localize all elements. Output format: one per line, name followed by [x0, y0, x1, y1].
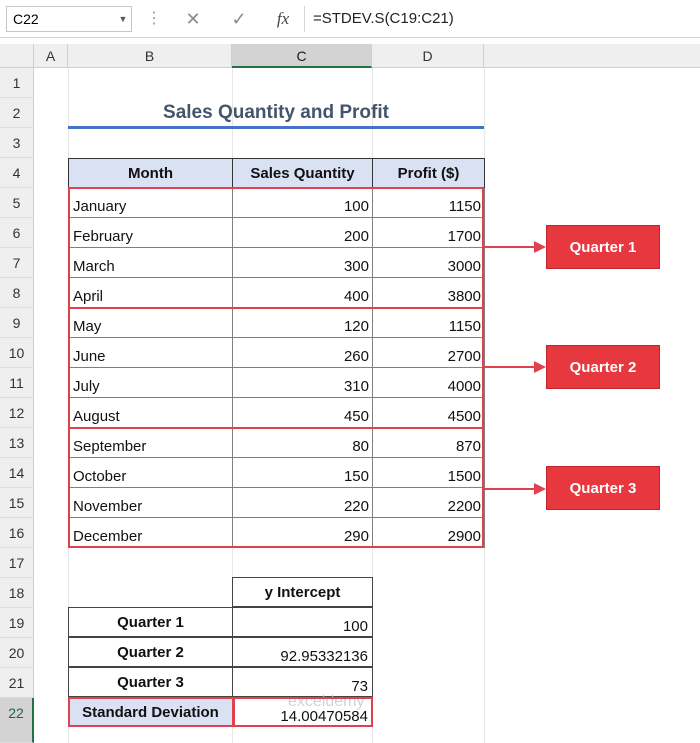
formula-input[interactable]: =STDEV.S(C19:C21): [304, 6, 696, 32]
cell-profit[interactable]: 4000: [372, 368, 485, 398]
cell-month[interactable]: November: [68, 488, 233, 518]
cell-sales-quantity[interactable]: 290: [232, 518, 373, 548]
row-header-18[interactable]: 18: [0, 578, 34, 608]
arrow-icon: [534, 241, 546, 253]
row-header-10[interactable]: 10: [0, 338, 34, 368]
cell-month[interactable]: June: [68, 338, 233, 368]
std-dev-highlight-box: [68, 697, 234, 727]
cell-month[interactable]: September: [68, 428, 233, 458]
summary-label-quarter-1[interactable]: Quarter 1: [68, 607, 233, 637]
chevron-down-icon[interactable]: ▼: [118, 14, 128, 24]
row-header-8[interactable]: 8: [0, 278, 34, 308]
cell-profit[interactable]: 1150: [372, 188, 485, 218]
row-header-16[interactable]: 16: [0, 518, 34, 548]
cell-sales-quantity[interactable]: 80: [232, 428, 373, 458]
row-header-1[interactable]: 1: [0, 68, 34, 98]
cell-month[interactable]: October: [68, 458, 233, 488]
row-header-7[interactable]: 7: [0, 248, 34, 278]
column-header-a[interactable]: A: [34, 44, 68, 68]
quarter-2-box: [68, 307, 484, 429]
cell-sales-quantity[interactable]: 150: [232, 458, 373, 488]
row-header-19[interactable]: 19: [0, 608, 34, 638]
cell-month[interactable]: April: [68, 278, 233, 308]
arrow-icon: [534, 483, 546, 495]
arrow-line: [484, 246, 536, 248]
row-header-9[interactable]: 9: [0, 308, 34, 338]
cell-profit[interactable]: 2700: [372, 338, 485, 368]
cell-month[interactable]: January: [68, 188, 233, 218]
arrow-line: [484, 366, 536, 368]
column-header-c[interactable]: C: [232, 44, 372, 68]
quarter-1-box: [68, 187, 484, 309]
quarter-1-label: Quarter 1: [546, 225, 660, 269]
header-sales-quantity[interactable]: Sales Quantity: [232, 158, 373, 188]
row-header-4[interactable]: 4: [0, 158, 34, 188]
summary-label-quarter-2[interactable]: Quarter 2: [68, 637, 233, 667]
selected-cell-c22[interactable]: [233, 697, 373, 727]
cell-profit[interactable]: 1700: [372, 218, 485, 248]
cell-profit[interactable]: 4500: [372, 398, 485, 428]
quarter-2-label: Quarter 2: [546, 345, 660, 389]
summary-value-quarter-2[interactable]: 92.95332136: [232, 637, 373, 667]
watermark-text: exceldemy: [288, 693, 365, 710]
page-title: Sales Quantity and Profit: [163, 102, 389, 123]
row-header-11[interactable]: 11: [0, 368, 34, 398]
arrow-icon: [534, 361, 546, 373]
cell-sales-quantity[interactable]: 310: [232, 368, 373, 398]
cell-month[interactable]: August: [68, 398, 233, 428]
row-header-12[interactable]: 12: [0, 398, 34, 428]
cell-sales-quantity[interactable]: 450: [232, 398, 373, 428]
cell-month[interactable]: July: [68, 368, 233, 398]
quarter-3-box: [68, 427, 484, 548]
cell-sales-quantity[interactable]: 120: [232, 308, 373, 338]
cell-sales-quantity[interactable]: 100: [232, 188, 373, 218]
summary-header[interactable]: y Intercept: [232, 577, 373, 607]
cell-month[interactable]: February: [68, 218, 233, 248]
cell-sales-quantity[interactable]: 260: [232, 338, 373, 368]
row-header-3[interactable]: 3: [0, 128, 34, 158]
cell-month[interactable]: December: [68, 518, 233, 548]
title-underline: [68, 126, 484, 129]
row-header-15[interactable]: 15: [0, 488, 34, 518]
cell-profit[interactable]: 870: [372, 428, 485, 458]
cell-sales-quantity[interactable]: 220: [232, 488, 373, 518]
cell-profit[interactable]: 2200: [372, 488, 485, 518]
cancel-icon[interactable]: ✕: [185, 9, 201, 29]
cell-profit[interactable]: 3000: [372, 248, 485, 278]
quarter-3-label: Quarter 3: [546, 466, 660, 510]
summary-value-std-dev[interactable]: 14.00470584: [232, 697, 373, 727]
row-header-5[interactable]: 5: [0, 188, 34, 218]
row-header-2[interactable]: 2: [0, 98, 34, 128]
enter-check-icon[interactable]: ✓: [231, 9, 247, 29]
row-header-20[interactable]: 20: [0, 638, 34, 668]
header-profit[interactable]: Profit ($): [372, 158, 485, 188]
cell-month[interactable]: May: [68, 308, 233, 338]
row-header-14[interactable]: 14: [0, 458, 34, 488]
select-all-corner[interactable]: [0, 44, 34, 68]
summary-label-quarter-3[interactable]: Quarter 3: [68, 667, 233, 697]
cell-profit[interactable]: 1500: [372, 458, 485, 488]
cell-profit[interactable]: 3800: [372, 278, 485, 308]
column-header-d[interactable]: D: [372, 44, 484, 68]
insert-function-icon[interactable]: fx: [276, 9, 290, 28]
header-month[interactable]: Month: [68, 158, 233, 188]
row-header-13[interactable]: 13: [0, 428, 34, 458]
row-header-21[interactable]: 21: [0, 668, 34, 698]
cell-sales-quantity[interactable]: 200: [232, 218, 373, 248]
row-header-6[interactable]: 6: [0, 218, 34, 248]
cell-sales-quantity[interactable]: 400: [232, 278, 373, 308]
summary-label-std-dev[interactable]: Standard Deviation: [68, 697, 233, 727]
column-header-b[interactable]: B: [68, 44, 232, 68]
more-options-icon: ⋮: [146, 10, 162, 27]
row-header-17[interactable]: 17: [0, 548, 34, 578]
column-header-blank: [484, 44, 700, 68]
row-header-22[interactable]: 22: [0, 698, 34, 743]
name-box[interactable]: C22: [6, 6, 132, 32]
cell-month[interactable]: March: [68, 248, 233, 278]
summary-value-quarter-3[interactable]: 73: [232, 667, 373, 697]
cell-profit[interactable]: 1150: [372, 308, 485, 338]
cell-profit[interactable]: 2900: [372, 518, 485, 548]
summary-value-quarter-1[interactable]: 100: [232, 607, 373, 637]
arrow-line: [484, 488, 536, 490]
cell-sales-quantity[interactable]: 300: [232, 248, 373, 278]
